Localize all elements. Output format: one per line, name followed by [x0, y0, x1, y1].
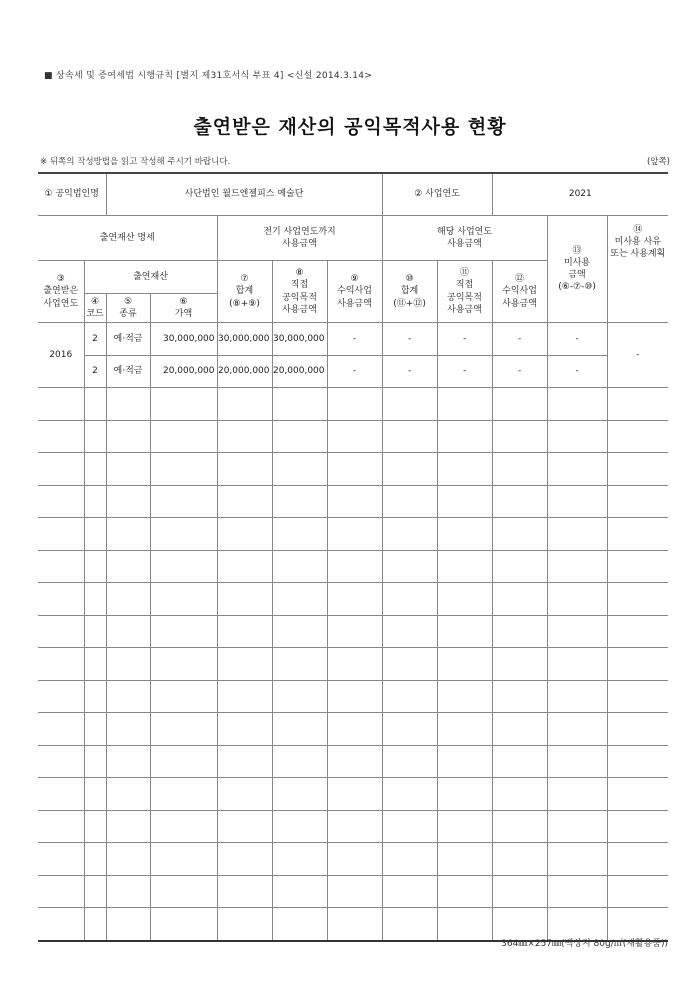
usage-table	[38, 172, 668, 942]
kind-cell: 예·적금	[106, 323, 150, 356]
business-year-value: 2021	[492, 173, 668, 216]
prev-profit-header: ⑨ 수익사업 사용금액	[327, 261, 382, 323]
unused-amount-cell: -	[547, 355, 607, 388]
code-cell: 2	[84, 323, 106, 356]
received-year-cell: 2016	[38, 323, 84, 388]
prev-total-cell: 20,000,000	[217, 355, 272, 388]
received-year-header: ③ 출연받은 사업연도	[38, 261, 84, 323]
instruction-note: ※ 뒤쪽의 작성방법을 읽고 작성해 주시기 바랍니다.	[40, 157, 231, 167]
empty-row	[38, 615, 668, 648]
empty-row	[38, 843, 668, 876]
table-row	[38, 355, 668, 388]
corp-name-value: 사단법인 월드엔젤피스 예술단	[106, 173, 382, 216]
empty-row	[38, 550, 668, 583]
empty-row	[38, 778, 668, 811]
kind-cell: 예·적금	[106, 355, 150, 388]
curr-total-cell: -	[382, 323, 437, 356]
unused-amount-cell: -	[547, 323, 607, 356]
donation-detail-header: 출연재산 명세	[38, 216, 217, 261]
prev-direct-cell: 20,000,000	[272, 355, 327, 388]
curr-total-header: ⑩ 합계 (⑪+⑫)	[382, 261, 437, 323]
prev-direct-header: ⑧ 직접 공익목적 사용금액	[272, 261, 327, 323]
table-row	[38, 323, 668, 356]
value-header: ⑥ 가액	[150, 294, 217, 323]
prev-profit-cell: -	[327, 323, 382, 356]
curr-profit-cell: -	[492, 355, 547, 388]
empty-row	[38, 810, 668, 843]
prev-total-header: ⑦ 합계 (⑧+⑨)	[217, 261, 272, 323]
empty-row	[38, 420, 668, 453]
empty-row	[38, 485, 668, 518]
empty-row	[38, 680, 668, 713]
empty-row	[38, 388, 668, 421]
unused-reason-cell: -	[607, 323, 668, 388]
empty-row	[38, 453, 668, 486]
code-cell: 2	[84, 355, 106, 388]
empty-row	[38, 583, 668, 616]
curr-total-cell: -	[382, 355, 437, 388]
empty-row	[38, 648, 668, 681]
curr-profit-cell: -	[492, 323, 547, 356]
page-title: 출연받은 재산의 공익목적사용 현황	[193, 116, 507, 138]
curr-year-usage-header: 해당 사업연도 사용금액	[382, 216, 547, 261]
corp-name-label: ① 공익법인명	[38, 173, 106, 216]
curr-direct-cell: -	[437, 355, 492, 388]
paper-spec-footer: 364㎜×257㎜(백상지 80g/㎡(재활용품))	[501, 939, 668, 949]
empty-row	[38, 745, 668, 778]
prev-direct-cell: 30,000,000	[272, 323, 327, 356]
business-year-label: ② 사업연도	[382, 173, 492, 216]
form-reference-note: ■ 상속세 및 증여세법 시행규칙 [별지 제31호서식 부표 4] <신설 2014.3.14>	[44, 71, 373, 81]
unused-amount-header: ⑬ 미사용 금액 (⑥-⑦-⑩)	[547, 216, 607, 323]
empty-row	[38, 713, 668, 746]
curr-profit-header: ⑫ 수익사업 사용금액	[492, 261, 547, 323]
prev-total-cell: 30,000,000	[217, 323, 272, 356]
page-side-label: (앞쪽)	[646, 157, 670, 167]
donated-asset-header: 출연재산	[84, 261, 217, 294]
unused-reason-header: ⑭ 미사용 사유 또는 사용계획	[607, 216, 668, 323]
empty-row	[38, 518, 668, 551]
header-row-1	[38, 216, 668, 261]
curr-direct-header: ⑪ 직접 공익목적 사용금액	[437, 261, 492, 323]
kind-header: ⑤ 종류	[106, 294, 150, 323]
empty-row	[38, 875, 668, 908]
code-header: ④ 코드	[84, 294, 106, 323]
value-cell: 20,000,000	[150, 355, 217, 388]
prev-profit-cell: -	[327, 355, 382, 388]
prev-year-usage-header: 전기 사업연도까지 사용금액	[217, 216, 382, 261]
curr-direct-cell: -	[437, 323, 492, 356]
value-cell: 30,000,000	[150, 323, 217, 356]
info-row	[38, 173, 668, 216]
